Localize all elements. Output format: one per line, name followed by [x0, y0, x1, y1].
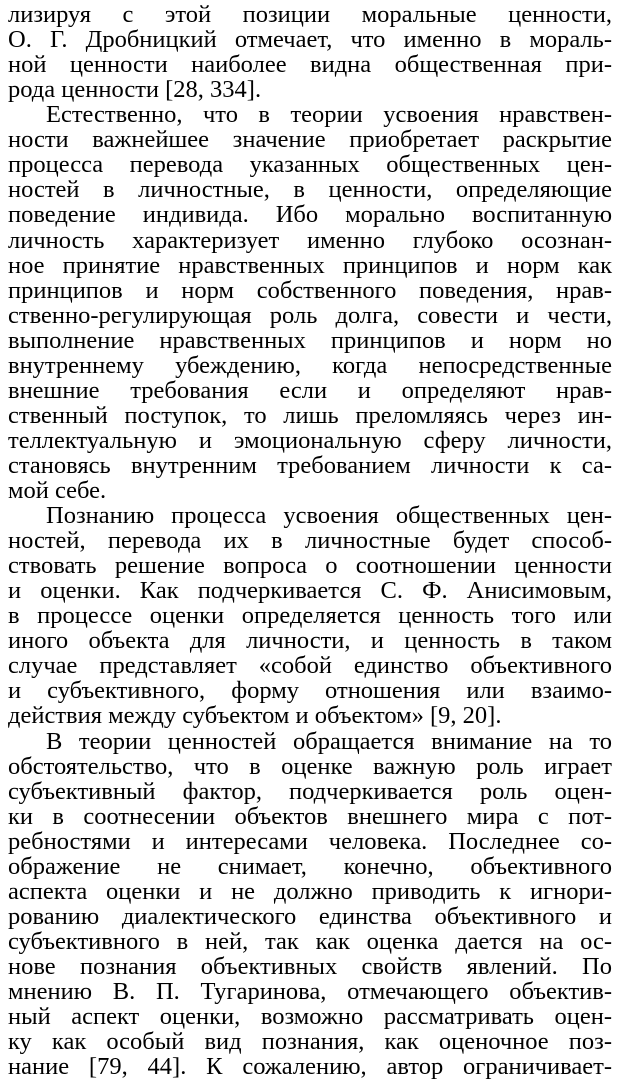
text-line: нове познания объективных свойств явлений. По: [8, 952, 612, 980]
text-line: мнению В. П. Тугаринова, отмечающего объектив-: [8, 978, 612, 1005]
text-line: ребностями и интересами человека. Последнее со-: [8, 827, 612, 855]
text-line: выполнение нравственных принципов и норм но: [8, 326, 612, 354]
text-line: и оценки. Как подчеркивается С. Ф. Анисимовым,: [8, 577, 612, 605]
text-line: О. Г. Дробницкий отмечает, что именно в мораль-: [8, 26, 612, 54]
text-line: ображение не снимает, конечно, объективного: [8, 852, 612, 880]
text-line: обстоятельство, что в оценке важную роль играет: [8, 752, 612, 780]
text-line: В теории ценностей обращается внимание на то: [46, 727, 612, 755]
text-line: субъективный фактор, подчеркивается роль оцен-: [8, 777, 612, 805]
text-line: Познанию процесса усвоения общественных цен-: [46, 502, 612, 529]
text-line: Естественно, что в теории усвоения нравствен-: [46, 101, 612, 129]
text-line: поведение индивида. Ибо морально воспитанную: [8, 201, 612, 229]
text-line: ное принятие нравственных принципов и норм как: [8, 251, 612, 279]
text-line: случае представляет «собой единство объективного: [8, 652, 612, 680]
text-line: ки в соотнесении объектов внешнего мира с пот-: [8, 802, 612, 830]
text-line: ку как особый вид познания, как оценочное поз-: [8, 1028, 612, 1055]
text-line: рованию диалектического единства объективного и: [8, 902, 612, 930]
text-line: принципов и норм собственного поведения, нрав-: [8, 276, 612, 304]
text-line: субъективного в ней, так как оценка дается на ос-: [8, 927, 612, 955]
text-line: и субъективного, форму отношения или взаимо-: [8, 677, 612, 705]
text-line: ственный поступок, то лишь преломляясь через ин-: [8, 401, 612, 429]
text-line: иного объекта для личности, и ценность в таком: [8, 627, 612, 655]
text-line: в процессе оценки определяется ценность того или: [8, 602, 612, 630]
text-line: аспекта оценки и не должно приводить к игнори-: [8, 877, 612, 905]
text-line: ностей в личностные, в ценности, определяющие: [8, 176, 612, 204]
text-line: ной ценности наиболее видна общественная при-: [8, 51, 612, 79]
text-line: рода ценности [28, 334].: [8, 76, 262, 104]
text-line: процесса перевода указанных общественных цен-: [8, 151, 612, 179]
text-line: ности важнейшее значение приобретает раскрытие: [8, 126, 612, 154]
text-line: ствовать решение вопроса о соотношении ценности: [8, 552, 612, 580]
text-line: внешние требования если и определяют нрав-: [8, 376, 612, 404]
text-line: нание [79, 44]. К сожалению, автор ограничивает-: [8, 1053, 612, 1081]
text-line: теллектуальную и эмоциональную сферу личности,: [8, 426, 612, 454]
text-line: внутреннему убеждению, когда непосредственные: [8, 351, 612, 379]
text-line: ностей, перевода их в личностные будет способ-: [8, 527, 612, 555]
text-line: действия между субъектом и объектом» [9, 20].: [8, 702, 502, 730]
text-line: мой себе.: [8, 476, 107, 504]
text-line: становясь внутренним требованием личности к са-: [8, 451, 612, 479]
text-line: личность характеризует именно глубоко осознан-: [8, 226, 612, 254]
text-line: ственно-регулирующая роль долга, совести и чести,: [8, 301, 612, 329]
text-line: ный аспект оценки, возможно рассматривать оцен-: [8, 1003, 612, 1030]
text-line: лизируя с этой позиции моральные ценности,: [8, 1, 612, 28]
